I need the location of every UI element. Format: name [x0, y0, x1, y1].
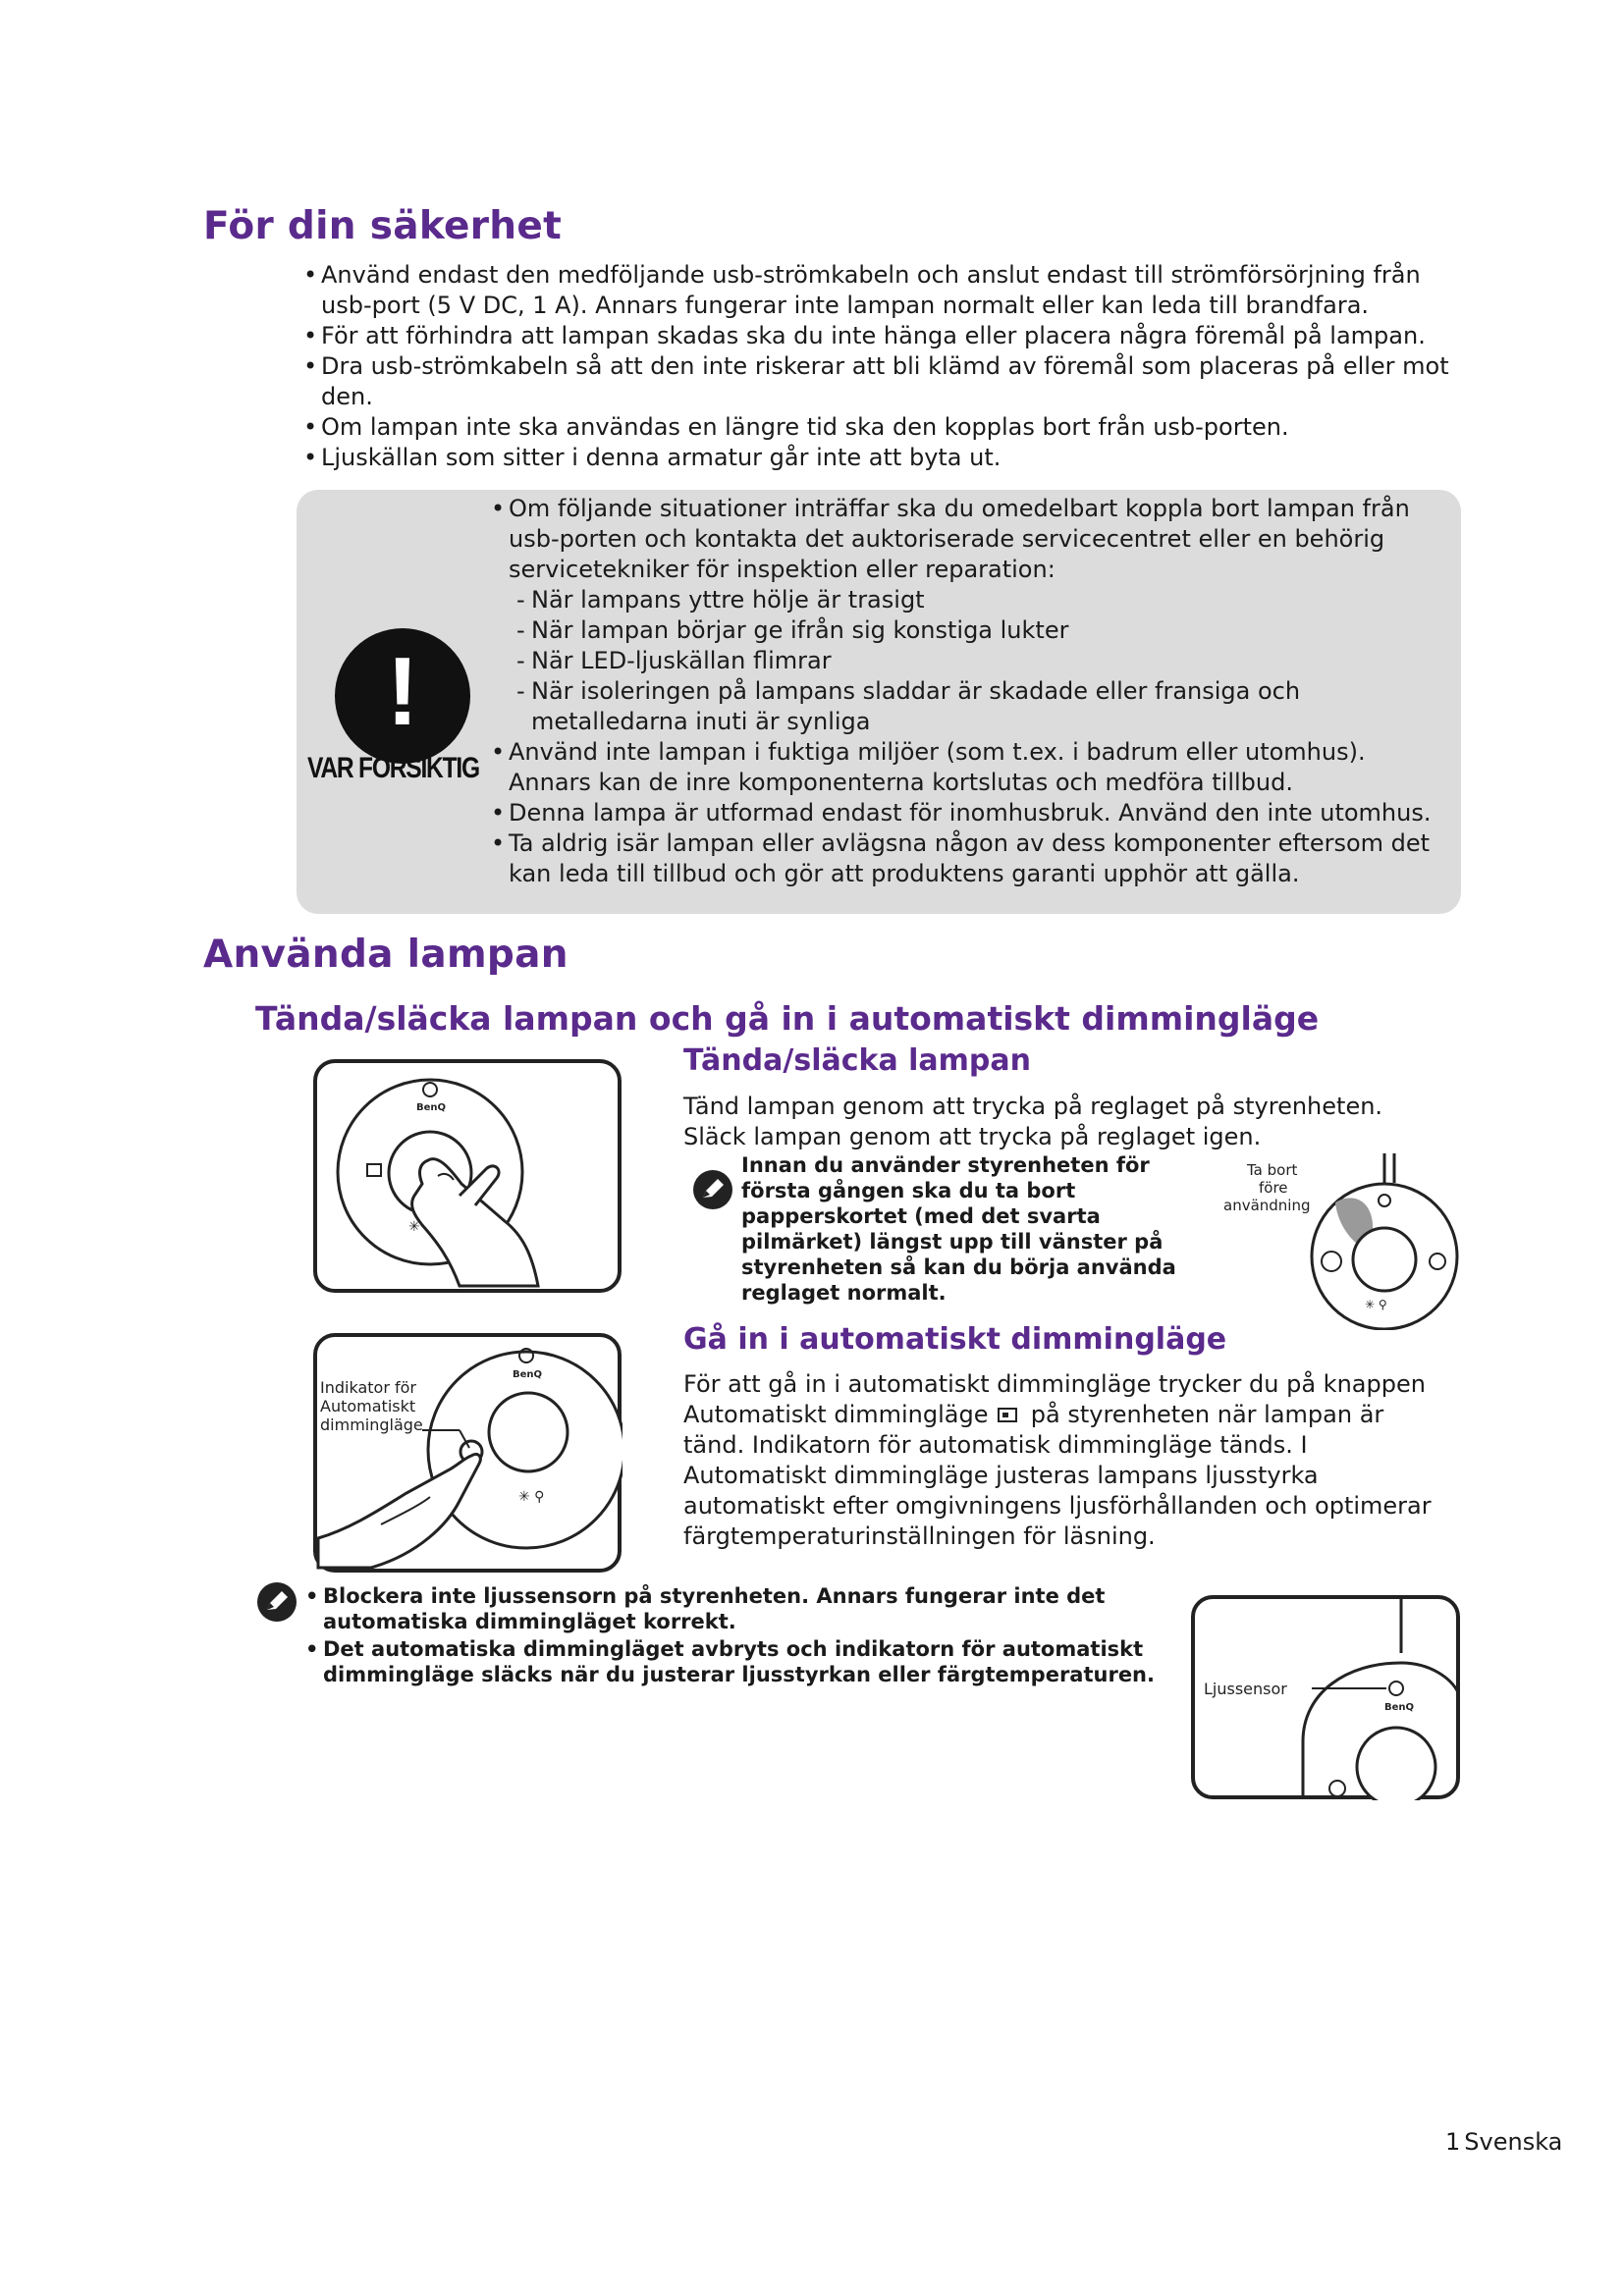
usage-notes [305, 1583, 1189, 1687]
remove-card-illustration [1218, 1153, 1463, 1330]
caution-label: VAR FÖRSIKTIG [307, 752, 479, 784]
page-number: 1 [1445, 2128, 1461, 2156]
auto-text-after-icon: på styrenheten när lampan är tänd. Indikatorn för automatisk dimmingläge tänds. I Automatiskt dimmingläge justeras lampans ljusstyrka automatiskt efter omgivningens ljusförhållanden och optimerar färgtemperaturinställningen för läsning. [683, 1401, 1432, 1550]
remove-label-line2: före [1259, 1179, 1288, 1197]
caution-intro-text: Om följande situationer inträffar ska du omedelbart koppla bort lampan från usb-porten och kontakta det auktoriserade servicecentret eller en behörig servicetekniker för inspektion eller reparation: [509, 495, 1410, 583]
auto-text [683, 1369, 1449, 1552]
caution-situation: - När LED-ljuskällan flimrar [513, 646, 1443, 676]
safety-title: För din säkerhet [203, 204, 563, 248]
caution-situation: - När lampans yttre hölje är trasigt [513, 585, 1443, 615]
caution-bullet: • Använd inte lampan i fuktiga miljöer (som t.ex. i badrum eller utomhus). Annars kan de inre komponenterna kortslutas och medföra tillbud. [491, 737, 1443, 798]
caution-situation: - När isoleringen på lampans sladdar är skadade eller fransiga och metalledarna inuti är synliga [513, 676, 1443, 737]
note-pencil-icon [691, 1168, 734, 1211]
page-footer [1445, 2128, 1562, 2156]
svg-text:✳ ⚲: ✳ ⚲ [518, 1489, 545, 1505]
onoff-text: Tänd lampan genom att trycka på reglaget på styrenheten. Släck lampan genom att trycka på reglaget igen. [683, 1093, 1383, 1150]
caution-content [491, 494, 1443, 889]
svg-text:BenQ: BenQ [513, 1369, 543, 1380]
safety-bullet: • Ljuskällan som sitter i denna armatur går inte att byta ut. [303, 443, 1462, 473]
sensor-label: Ljussensor [1204, 1680, 1287, 1698]
caution-bullet: • Denna lampa är utformad endast för inomhusbruk. Använd den inte utomhus. [491, 798, 1443, 828]
note-pencil-icon [255, 1580, 298, 1624]
onoff-note: Innan du använder styrenheten för första gången ska du ta bort papperskortet (med det svarta pilmärket) längst upp till vänster på styrenheten så kan du börja använda reglaget normalt. [741, 1153, 1176, 1305]
safety-bullet: • För att förhindra att lampan skadas ska du inte hänga eller placera några föremål på lampan. [303, 321, 1462, 351]
usage-note: • Blockera inte ljussensorn på styrenheten. Annars fungerar inte det automatiska dimmingläget korrekt. [305, 1583, 1189, 1634]
auto-dimming-button-icon [998, 1407, 1021, 1424]
auto-text-before-icon: För att gå in i automatiskt dimmingläge trycker du på knappen Automatiskt dimmingläge [683, 1370, 1426, 1428]
svg-text:✳: ✳ [408, 1219, 420, 1235]
safety-bullet: • Använd endast den medföljande usb-strömkabeln och anslut endast till strömförsörjning från usb-port (5 V DC, 1 A). Annars fungerar inte lampan normalt eller kan leda till brandfara. [303, 260, 1462, 321]
usage-title: Använda lampan [203, 933, 568, 977]
usage-subtitle: Tända/släcka lampan och gå in i automatiskt dimmingläge [255, 999, 1320, 1038]
caution-exclamation-mark: ! [386, 637, 419, 745]
auto-title: Gå in i automatiskt dimmingläge [683, 1322, 1227, 1357]
safety-bullet-list [303, 260, 1462, 473]
caution-intro [491, 494, 1443, 737]
indicator-label-line1: Indikator för [320, 1378, 416, 1397]
caution-exclamation-icon [335, 628, 470, 764]
indicator-label-line2: Automatiskt [320, 1397, 416, 1415]
auto-indicator-illustration [312, 1332, 623, 1574]
caution-situation: - När lampan börjar ge ifrån sig konstiga lukter [513, 615, 1443, 646]
brand-logo: BenQ [416, 1102, 447, 1113]
safety-bullet: • Dra usb-strömkabeln så att den inte riskerar att bli klämd av föremål som placeras på eller mot den. [303, 351, 1462, 412]
safety-bullet: • Om lampan inte ska användas en längre tid ska den kopplas bort från usb-porten. [303, 412, 1462, 443]
indicator-label-line3: dimmingläge [320, 1415, 423, 1434]
caution-bullet: • Ta aldrig isär lampan eller avlägsna någon av dess komponenter eftersom det kan leda till tillbud och gör att produktens garanti upphör att gälla. [491, 828, 1443, 889]
page-language: Svenska [1464, 2128, 1563, 2156]
remove-label-line1: Ta bort [1247, 1161, 1298, 1179]
onoff-title: Tända/släcka lampan [683, 1043, 1032, 1078]
press-knob-illustration [312, 1058, 623, 1294]
svg-text:✳ ⚲: ✳ ⚲ [1365, 1298, 1387, 1311]
light-sensor-illustration [1190, 1594, 1461, 1800]
svg-text:BenQ: BenQ [1384, 1702, 1415, 1713]
remove-label-line3: användning [1223, 1197, 1311, 1214]
usage-note: • Det automatiska dimmingläget avbryts och indikatorn för automatiskt dimmingläge släcks när du justerar ljusstyrkan eller färgtemperaturen. [305, 1636, 1189, 1687]
